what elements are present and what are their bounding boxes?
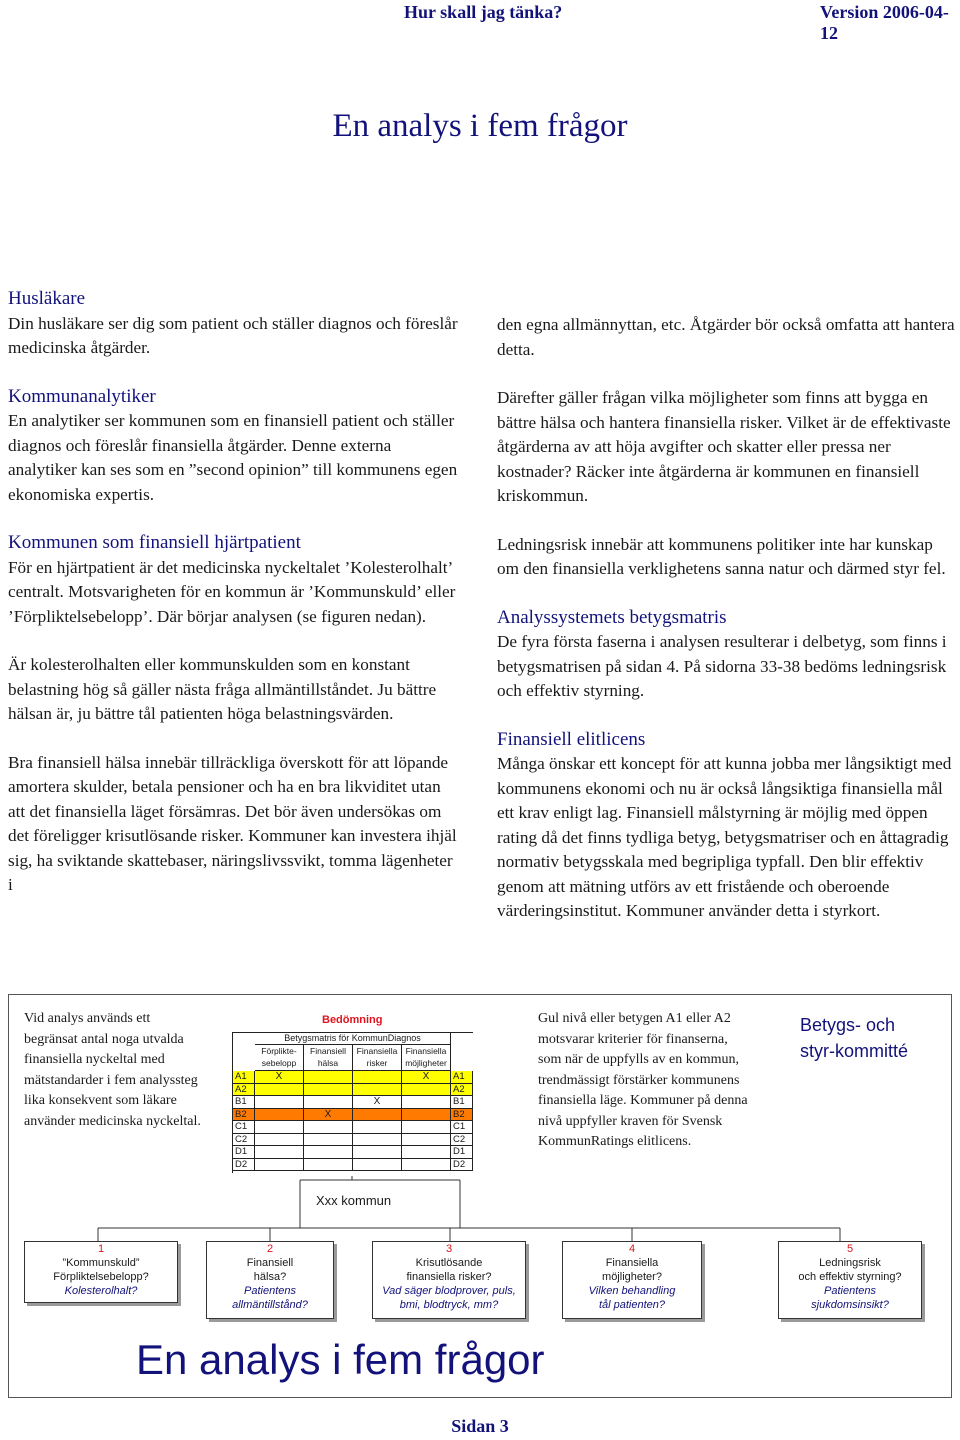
figure-bottom-title: En analys i fem frågor xyxy=(136,1336,545,1383)
question-line: hälsa? xyxy=(253,1271,287,1283)
matrix-row-label: A2 xyxy=(233,1084,255,1097)
matrix-grid xyxy=(232,1032,473,1173)
matrix-cell xyxy=(353,1071,402,1084)
matrix-heading: Bedömning xyxy=(322,1014,383,1026)
matrix-cell xyxy=(353,1159,402,1172)
matrix-cell xyxy=(304,1084,353,1097)
section-heading: Analyssystemets betygsmatris xyxy=(497,606,727,628)
matrix-title: Betygsmatris för KommunDiagnos xyxy=(255,1033,451,1045)
matrix-row-label: D1 xyxy=(233,1146,255,1159)
question-subtext: Kolesterolhalt? xyxy=(64,1285,138,1297)
header-left: Hur skall jag tänka? xyxy=(404,2,563,22)
question-line: Ledningsrisk xyxy=(819,1257,881,1269)
matrix-cell xyxy=(353,1134,402,1147)
matrix-cell: X xyxy=(402,1071,451,1084)
question-box-5 xyxy=(778,1241,922,1319)
question-subtext: allmäntillstånd? xyxy=(232,1299,308,1311)
section-heading: Kommunen som finansiell hjärtpatient xyxy=(8,532,301,553)
paragraph-khj xyxy=(8,531,460,629)
matrix-cell: X xyxy=(304,1109,353,1122)
question-subtext: sjukdomsinsikt? xyxy=(811,1299,889,1311)
grade-matrix xyxy=(232,1012,472,1172)
matrix-row-label: D2 xyxy=(451,1159,473,1172)
matrix-row-label: B2 xyxy=(233,1109,255,1122)
matrix-cell xyxy=(402,1109,451,1122)
paragraph-kana xyxy=(8,385,460,508)
page-title: En analys i fem frågor xyxy=(332,108,628,144)
matrix-cell xyxy=(255,1159,304,1172)
paragraph-text: Många önskar ett koncept för att kunna jobba mer långsiktigt med kommunens ekonomi och nu är också långsiktiga finansiella mål ett krav enligt lag. Finansiell målstyrning är möjlig med öppen rating då det finns tydliga betyg, betygsmatriser och en åttagradig normativ betygsskala med begripliga typfall. Den blir effektiv genom att mätning utförs av ett fristående och oberoende värderingsinstitut. Kommuner använder detta i styrkort. xyxy=(497,754,952,920)
question-line: Finansiella xyxy=(605,1257,659,1269)
figure-committee-label: Betygs- och styr-kommitté xyxy=(800,1015,908,1061)
paragraph-text: De fyra första faserna i analysen resulterar i delbetyg, som finns i betygsmatrisen på sidan 4. På sidorna 33-38 bedöms ledningsrisk och effektiv styrning. xyxy=(497,632,947,700)
paragraph-text: För en hjärtpatient är det medicinska nyckeltalet ’Kolesterolhalt’ centralt. Motsvarigheten för en kommun är ’Kommunskuld’ eller ’Förpliktelsebelopp’. Där börjar analysen (se figuren nedan). xyxy=(8,557,456,626)
paragraph-text: Därefter gäller frågan vilka möjligheter som finns att bygga en bättre hälsa och hantera finansiella risker. Vilket är de effektivaste åtgärderna av att höja avgifter och skatter eller pressa ner kostnader? Räcker inte åtgärderna är kommunen en finansiell kriskommun. xyxy=(497,388,951,505)
matrix-column-header xyxy=(304,1045,353,1071)
matrix-cell xyxy=(402,1134,451,1147)
question-line: Förpliktelsebelopp? xyxy=(53,1271,149,1283)
matrix-column-line: sebelopp xyxy=(261,1058,297,1068)
matrix-cell: X xyxy=(255,1071,304,1084)
matrix-column-line: Finansiell xyxy=(310,1046,346,1056)
matrix-cell xyxy=(402,1159,451,1172)
matrix-column-line: möjligheter xyxy=(405,1058,447,1068)
matrix-column-header xyxy=(255,1045,304,1071)
matrix-cell: X xyxy=(353,1096,402,1109)
question-subtext: Patientens xyxy=(824,1285,876,1297)
matrix-cell xyxy=(304,1121,353,1134)
question-box-3 xyxy=(372,1241,526,1319)
matrix-row-label: C1 xyxy=(451,1121,473,1134)
matrix-cell xyxy=(304,1134,353,1147)
matrix-row-label: B1 xyxy=(451,1096,473,1109)
matrix-cell xyxy=(255,1109,304,1122)
paragraph-r5 xyxy=(497,728,957,924)
question-line: ”Kommunskuld” xyxy=(62,1257,140,1269)
figure-right-text: Gul nivå eller betygen A1 eller A2 motsvarar kriterier för finanserna, som när de uppfylls av en kommun, trendmässigt förstärker kommunens finansiella läge. Kommuner på denna nivå uppfyller kraven för Svensk KommunRatings elitlicens. xyxy=(538,1011,748,1149)
question-number: 2 xyxy=(266,1243,274,1255)
matrix-row-label: D2 xyxy=(233,1159,255,1172)
matrix-cell xyxy=(353,1146,402,1159)
section-heading: Husläkare xyxy=(8,288,86,309)
question-number: 1 xyxy=(97,1243,105,1255)
paragraph-r1 xyxy=(497,313,957,362)
question-number: 5 xyxy=(846,1243,854,1255)
matrix-column-header xyxy=(402,1045,451,1071)
section-heading: Finansiell elitlicens xyxy=(497,728,646,750)
question-subtext: tål patienten? xyxy=(598,1299,666,1311)
question-subtext: Patientens xyxy=(244,1285,296,1297)
matrix-column-line: Finansiella xyxy=(405,1046,447,1056)
paragraph-text: den egna allmännyttan, etc. Åtgärder bör också omfatta att hantera detta. xyxy=(497,315,955,359)
header-right: Version 2006-04-12 xyxy=(820,2,949,43)
matrix-cell xyxy=(402,1084,451,1097)
question-subtext: Vilken behandling xyxy=(588,1285,676,1297)
question-line: finansiella risker? xyxy=(406,1271,492,1283)
paragraph-text: Är kolesterolhalten eller kommunskulden som en konstant belastning hög så gäller nästa fråga allmäntillståndet. Ju bättre hälsan är, ju bättre tål patienten höga belastningsvärden. xyxy=(8,655,437,723)
paragraph-p5 xyxy=(8,751,460,898)
matrix-row-label: A1 xyxy=(451,1071,473,1084)
paragraph-text: Bra finansiell hälsa innebär tillräckliga överskott för att löpande amortera skulder, betala pensioner och ha en bra likviditet utan att det finansiella läget försämras. Det bör även undersökas om det föreligger krisutlösande risker. Kommuner kan investera ihjäl sig, ha sviktande skattebaser, näringslivssvikt, tomma lägenheter i xyxy=(8,752,457,894)
matrix-cell xyxy=(304,1159,353,1172)
matrix-cell xyxy=(255,1146,304,1159)
matrix-cell xyxy=(353,1109,402,1122)
matrix-cell xyxy=(255,1121,304,1134)
matrix-cell xyxy=(304,1096,353,1109)
matrix-cell xyxy=(402,1146,451,1159)
matrix-row-label: D1 xyxy=(451,1146,473,1159)
paragraph-r2 xyxy=(497,386,957,509)
question-line: Finansiell xyxy=(246,1257,294,1269)
question-subtext: Vad säger blodprover, puls, xyxy=(382,1285,516,1297)
paragraph-text: Ledningsrisk innebär att kommunens politiker inte har kunskap om den finansiella verklighetens sanna natur och därmed styr fel. xyxy=(497,534,946,578)
paragraph-husl xyxy=(8,287,460,361)
question-box-4 xyxy=(562,1241,702,1319)
matrix-row-label: C2 xyxy=(233,1134,255,1147)
page-number: Sidan 3 xyxy=(451,1416,509,1436)
matrix-cell xyxy=(255,1084,304,1097)
question-subtext: bmi, blodtryck, mm? xyxy=(399,1299,499,1311)
question-number: 3 xyxy=(445,1243,453,1255)
paragraph-r4 xyxy=(497,606,957,704)
matrix-cell xyxy=(304,1146,353,1159)
matrix-row-label: C1 xyxy=(233,1121,255,1134)
question-number: 4 xyxy=(628,1243,636,1255)
matrix-row-label: B2 xyxy=(451,1109,473,1122)
figure-left-text: Vid analys används ett begränsat antal noga utvalda finansiella nyckeltal med mätstandarder i fem analyssteg lika konsekvent som läkare använder medicinska nyckeltal. xyxy=(24,1011,201,1129)
matrix-caption: Xxx kommun xyxy=(316,1193,392,1208)
question-line: Krisutlösande xyxy=(415,1257,483,1269)
paragraph-text: Din husläkare ser dig som patient och ställer diagnos och föreslår medicinska åtgärder. xyxy=(8,313,458,357)
matrix-row-label: A2 xyxy=(451,1084,473,1097)
matrix-column-line: Finansiella xyxy=(356,1046,398,1056)
question-line: möjligheter? xyxy=(602,1271,662,1283)
matrix-cell xyxy=(353,1121,402,1134)
paragraph-text: En analytiker ser kommunen som en finansiell patient och ställer diagnos och föreslår finansiella åtgärder. Denne externa analytiker kan ses som en ”second opinion” till kommunens egen ekonomiska expertis. xyxy=(8,411,458,504)
section-heading: Kommunanalytiker xyxy=(8,385,156,407)
matrix-cell xyxy=(402,1121,451,1134)
matrix-column-line: risker xyxy=(366,1058,388,1068)
right-column xyxy=(497,313,957,924)
matrix-row-label: B1 xyxy=(233,1096,255,1109)
matrix-row-label: A1 xyxy=(233,1071,255,1084)
paragraph-r3 xyxy=(497,533,957,582)
matrix-cell xyxy=(353,1084,402,1097)
paragraph-p4 xyxy=(8,653,460,727)
matrix-cell xyxy=(402,1096,451,1109)
matrix-cell xyxy=(255,1134,304,1147)
matrix-column-line: hälsa xyxy=(317,1058,339,1068)
question-line: och effektiv styrning? xyxy=(798,1271,902,1283)
matrix-cell xyxy=(304,1071,353,1084)
matrix-row-label: C2 xyxy=(451,1134,473,1147)
question-box-2 xyxy=(206,1241,334,1319)
question-box-1 xyxy=(24,1241,178,1303)
matrix-column-line: Förplikte- xyxy=(261,1046,297,1056)
left-column xyxy=(8,287,460,898)
matrix-column-header xyxy=(353,1045,402,1071)
matrix-cell xyxy=(255,1096,304,1109)
